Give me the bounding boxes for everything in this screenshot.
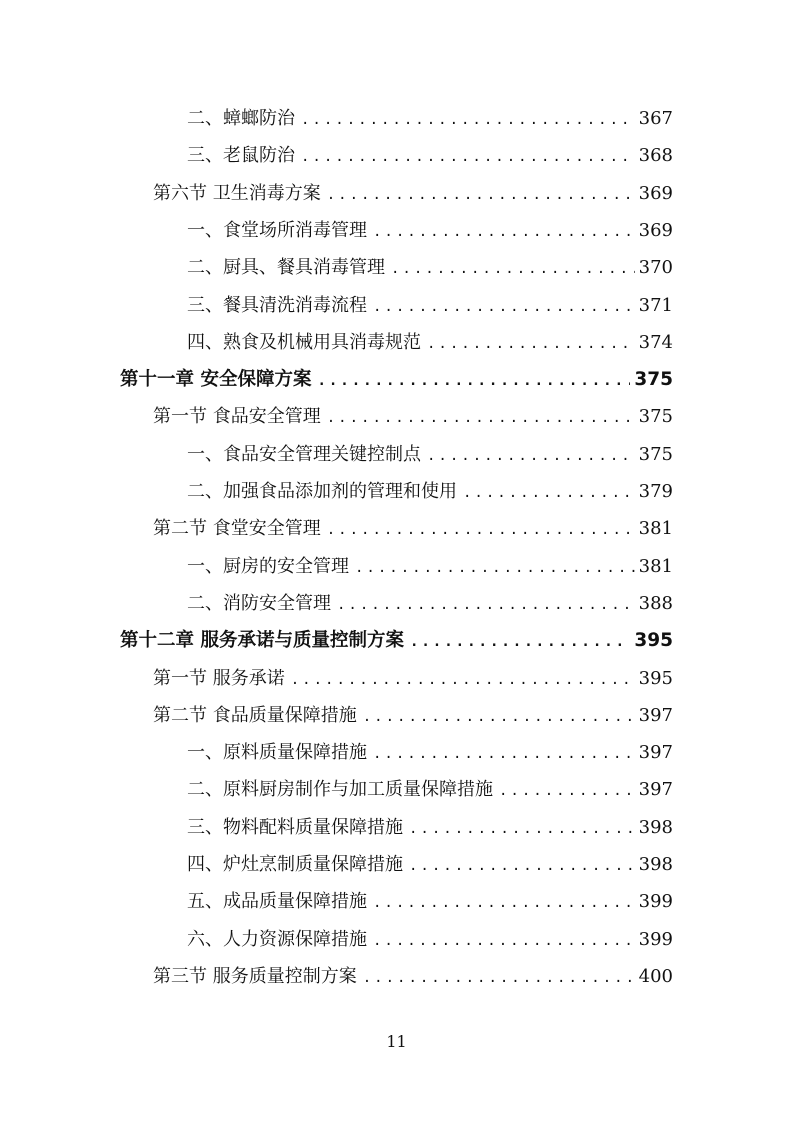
toc-entry-line (153, 697, 673, 734)
toc-subsection-entry[interactable] (0, 809, 793, 846)
toc-subsection-entry[interactable] (0, 473, 793, 510)
toc-entry-line (187, 585, 673, 622)
toc-entry-page: 398 (638, 854, 673, 875)
toc-entry-line (120, 361, 673, 398)
toc-entry-page: 397 (638, 742, 673, 764)
toc-dot-leader (409, 848, 635, 885)
toc-entry-line (120, 622, 673, 659)
toc-entry-page: 375 (638, 406, 673, 428)
toc-entry-page: 369 (638, 219, 673, 241)
toc-entry-title: 二、厨具、餐具消毒管理 (187, 257, 385, 279)
toc-entry-title: 第一节 服务承诺 (153, 667, 285, 689)
toc-chapter-entry[interactable] (0, 622, 793, 659)
toc-dot-leader (409, 811, 635, 848)
toc-entry-line (187, 324, 673, 361)
toc-entry-title: 第三节 服务质量控制方案 (153, 965, 357, 987)
toc-section-entry[interactable] (0, 175, 793, 212)
toc-entry-line (187, 771, 673, 808)
toc-entry-title: 四、熟食及机械用具消毒规范 (187, 331, 421, 353)
toc-entry-page: 381 (638, 555, 673, 577)
toc-entry-title: 第一节 食品安全管理 (153, 406, 321, 428)
toc-chapter-entry[interactable] (0, 361, 793, 398)
toc-entry-title: 四、炉灶烹制质量保障措施 (187, 854, 403, 875)
toc-dot-leader (327, 177, 635, 214)
toc-entry-line (187, 137, 673, 174)
toc-entry-page: 388 (638, 592, 673, 614)
toc-entry-page: 381 (638, 518, 673, 540)
toc-entry-title: 二、加强食品添加剂的管理和使用 (187, 481, 457, 502)
toc-subsection-entry[interactable] (0, 249, 793, 286)
toc-entry-page: 370 (638, 257, 673, 279)
toc-entry-page: 397 (638, 704, 673, 726)
toc-entry-page: 375 (634, 369, 673, 391)
toc-subsection-entry[interactable] (0, 846, 793, 883)
toc-entry-line (187, 921, 673, 958)
toc-entry-line (153, 660, 673, 697)
toc-entry-title: 三、老鼠防治 (187, 145, 295, 167)
toc-section-entry[interactable] (0, 660, 793, 697)
toc-subsection-entry[interactable] (0, 548, 793, 585)
toc-entry-title: 第二节 食堂安全管理 (153, 518, 321, 540)
toc-entry-line (187, 734, 673, 771)
toc-section-entry[interactable] (0, 697, 793, 734)
toc-subsection-entry[interactable] (0, 883, 793, 920)
toc-entry-title: 第六节 卫生消毒方案 (153, 182, 321, 204)
toc-entry-line (153, 175, 673, 212)
toc-entry-page: 375 (638, 443, 673, 465)
toc-entry-page: 397 (638, 779, 673, 801)
toc-subsection-entry[interactable] (0, 212, 793, 249)
toc-dot-leader (363, 699, 635, 736)
toc-entry-title: 一、食堂场所消毒管理 (187, 219, 367, 241)
toc-entry-title: 一、原料质量保障措施 (187, 742, 367, 764)
toc-entry-line (187, 100, 673, 137)
toc-dot-leader (291, 662, 635, 699)
toc-entry-line (187, 436, 673, 473)
toc-entry-page: 399 (638, 891, 673, 913)
toc-entry-line (187, 809, 673, 846)
toc-entry-page: 395 (638, 667, 673, 689)
toc-dot-leader (427, 326, 635, 363)
toc-entry-line (187, 846, 673, 883)
toc-subsection-entry[interactable] (0, 324, 793, 361)
toc-entry-title: 一、厨房的安全管理 (187, 555, 349, 577)
toc-dot-leader (363, 960, 635, 997)
toc-entry-page: 400 (638, 965, 673, 987)
toc-dot-leader (410, 624, 630, 661)
toc-entry-line (187, 287, 673, 324)
toc-entry-line (153, 958, 673, 995)
toc-entry-title: 三、餐具清洗消毒流程 (187, 294, 367, 316)
toc-dot-leader (327, 400, 635, 437)
toc-dot-leader (427, 438, 635, 475)
toc-section-entry[interactable] (0, 398, 793, 435)
toc-subsection-entry[interactable] (0, 771, 793, 808)
toc-entry-page: 379 (638, 481, 673, 502)
toc-entry-page: 374 (638, 331, 673, 353)
toc-section-entry[interactable] (0, 958, 793, 995)
toc-dot-leader (499, 773, 635, 810)
toc-entry-page: 368 (638, 145, 673, 167)
toc-dot-leader (391, 251, 635, 288)
toc-dot-leader (373, 736, 635, 773)
toc-subsection-entry[interactable] (0, 734, 793, 771)
toc-entry-page: 367 (638, 108, 673, 129)
toc-dot-leader (355, 550, 635, 587)
toc-subsection-entry[interactable] (0, 585, 793, 622)
toc-entry-line (187, 473, 673, 510)
toc-entry-line (187, 212, 673, 249)
toc-dot-leader (327, 512, 635, 549)
toc-dot-leader (337, 587, 635, 624)
toc-dot-leader (301, 139, 635, 176)
toc-entry-title: 六、人力资源保障措施 (187, 928, 367, 950)
toc-entry-page: 369 (638, 182, 673, 204)
toc-entry-title: 第十二章 服务承诺与质量控制方案 (120, 630, 404, 652)
toc-dot-leader (463, 475, 635, 512)
toc-dot-leader (373, 214, 635, 251)
toc-entry-page: 371 (638, 294, 673, 316)
toc-dot-leader (301, 102, 635, 139)
toc-entry-page: 398 (638, 816, 673, 838)
toc-dot-leader (317, 363, 630, 400)
toc-entry-title: 一、食品安全管理关键控制点 (187, 443, 421, 465)
toc-entry-line (187, 548, 673, 585)
toc-entry-title: 第十一章 安全保障方案 (120, 369, 312, 391)
toc-subsection-entry[interactable] (0, 436, 793, 473)
toc-entry-title: 二、蟑螂防治 (187, 108, 295, 129)
toc-entry-line (187, 249, 673, 286)
toc-subsection-entry[interactable] (0, 137, 793, 174)
toc-subsection-entry[interactable] (0, 921, 793, 958)
page-number: 11 (386, 1032, 407, 1051)
toc-subsection-entry[interactable] (0, 100, 793, 137)
toc-entry-title: 二、原料厨房制作与加工质量保障措施 (187, 779, 493, 801)
toc-entry-title: 二、消防安全管理 (187, 592, 331, 614)
toc-entry-page: 399 (638, 928, 673, 950)
toc-entry-line (153, 510, 673, 547)
toc-entry-title: 第二节 食品质量保障措施 (153, 704, 357, 726)
toc-entry-title: 三、物料配料质量保障措施 (187, 816, 403, 838)
toc-entry-line (187, 883, 673, 920)
toc-entry-line (153, 398, 673, 435)
toc-dot-leader (373, 923, 635, 960)
toc-subsection-entry[interactable] (0, 287, 793, 324)
toc-entry-page: 395 (634, 630, 673, 652)
toc-section-entry[interactable] (0, 510, 793, 547)
toc-dot-leader (373, 289, 635, 326)
toc-entry-title: 五、成品质量保障措施 (187, 891, 367, 913)
toc-dot-leader (373, 885, 635, 922)
